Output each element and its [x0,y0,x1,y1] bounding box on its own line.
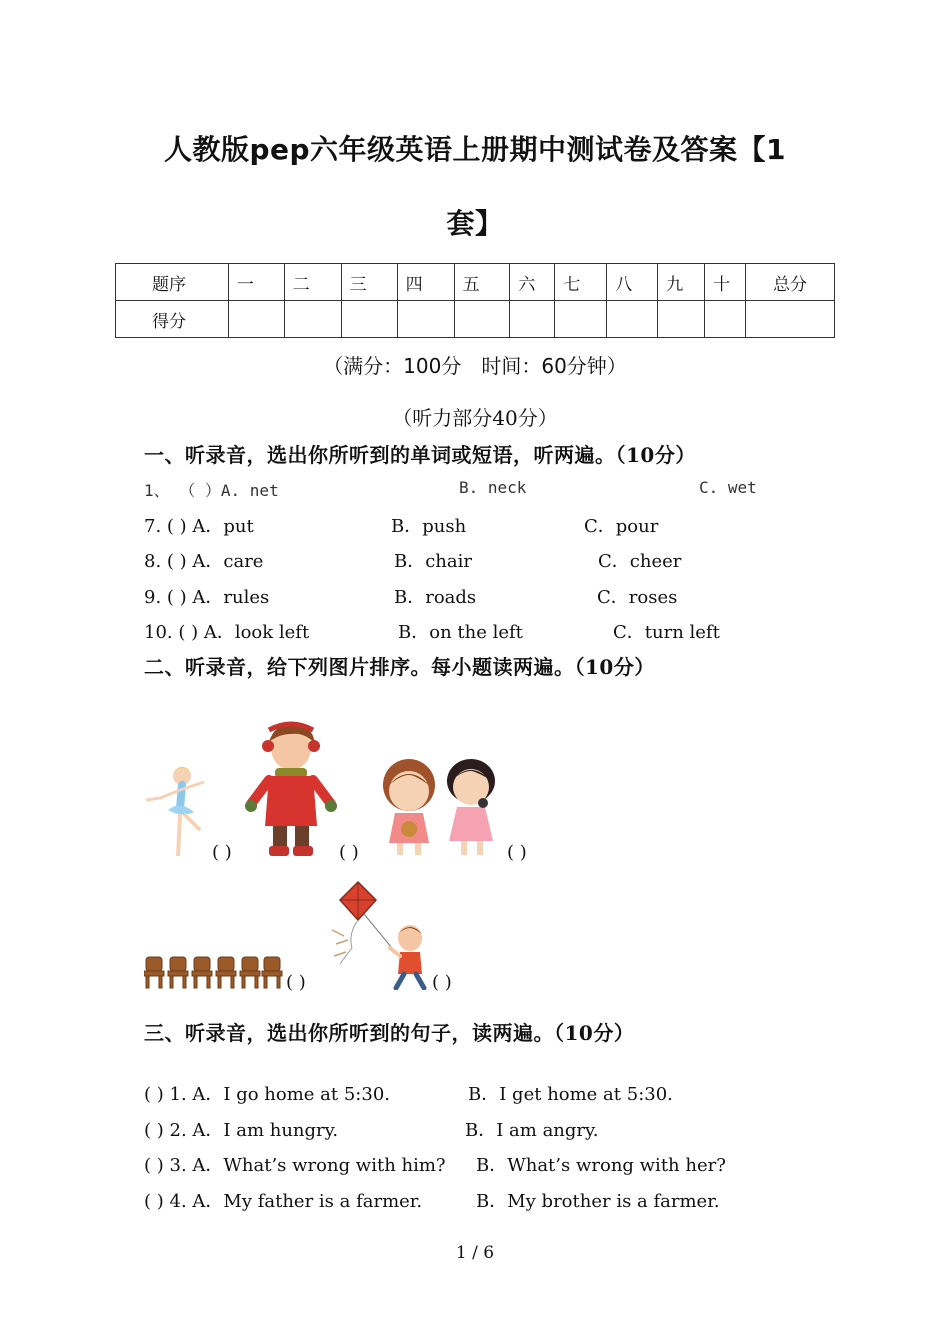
q10-option-a: 10. ( ) A．look left [144,622,310,643]
q8-option-c: C．cheer [598,551,682,572]
table-cell: 一 [228,264,284,301]
q10-option-c: C．turn left [613,622,720,643]
q9-option-b: B．roads [394,587,477,608]
listening-part-label: （听力部分40分） [392,406,558,430]
table-cell: 二 [284,264,341,301]
table-cell: 得分 [116,301,229,338]
table-cell: 十 [705,264,746,301]
page-title-line1: 人教版pep六年级英语上册期中测试卷及答案【1 [163,133,787,166]
table-cell: 七 [555,264,607,301]
score-cell[interactable] [397,301,454,338]
score-cell[interactable] [228,301,284,338]
s3-q1-option-a: ( ) 1. A．I go home at 5:30. [144,1084,390,1105]
q1-option-c: C. wet [699,478,757,497]
score-cell[interactable] [284,301,341,338]
score-cell[interactable] [746,301,835,338]
q7-option-c: C．pour [584,516,659,537]
boy-in-winter-coat-picture [245,720,337,860]
page-number: 1 / 6 [455,1243,495,1263]
score-cell[interactable] [341,301,397,338]
exam-info: （满分：100分 时间：60分钟） [323,354,627,378]
page-title-line2: 套】 [446,207,504,240]
q9-option-c: C．roses [597,587,678,608]
table-cell: 五 [454,264,510,301]
q1-option-b: B. neck [459,478,527,497]
section1-heading: 一、听录音，选出你所听到的单词或短语，听两遍。（10分） [144,443,696,467]
score-cell[interactable] [658,301,705,338]
table-cell: 题序 [116,264,229,301]
answer-blank[interactable]: ( ) [286,972,306,993]
score-cell[interactable] [705,301,746,338]
score-table-score-row [116,301,835,338]
q9-option-a: 9. ( ) A．rules [144,587,270,608]
q8-option-a: 8. ( ) A．care [144,551,264,572]
ballet-dancer-picture [140,760,210,860]
s3-q1-option-b: B．I get home at 5:30. [468,1084,673,1105]
table-cell: 三 [341,264,397,301]
q7-option-b: B．push [391,516,467,537]
s3-q2-option-a: ( ) 2. A．I am hungry. [144,1120,339,1141]
q10-option-b: B．on the left [398,622,523,643]
answer-blank[interactable]: ( ) [432,972,452,993]
s3-q3-option-b: B．What’s wrong with her? [476,1155,726,1176]
singing-girls-picture [375,755,505,860]
s3-q4-option-b: B．My brother is a farmer. [476,1191,720,1212]
s3-q2-option-b: B．I am angry. [465,1120,599,1141]
section3-heading: 三、听录音，选出你所听到的句子，读两遍。（10分） [144,1021,635,1045]
s3-q4-option-a: ( ) 4. A．My father is a farmer. [144,1191,423,1212]
score-table-header-row [116,264,835,301]
q7-option-a: 7. ( ) A．put [144,516,254,537]
q8-option-b: B．chair [394,551,472,572]
table-cell: 四 [397,264,454,301]
score-cell[interactable] [454,301,510,338]
table-cell: 八 [607,264,658,301]
table-cell: 九 [658,264,705,301]
boy-flying-kite-picture [322,878,432,990]
q1-option-a: 1、 （ ）A. net [144,481,279,500]
table-cell: 总分 [746,264,835,301]
s3-q3-option-a: ( ) 3. A．What’s wrong with him? [144,1155,446,1176]
section2-heading: 二、听录音，给下列图片排序。每小题读两遍。（10分） [144,655,655,679]
score-table [115,263,835,338]
answer-blank[interactable]: ( ) [212,842,232,863]
table-cell: 六 [510,264,555,301]
answer-blank[interactable]: ( ) [339,842,359,863]
score-cell[interactable] [607,301,658,338]
score-cell[interactable] [510,301,555,338]
answer-blank[interactable]: ( ) [507,842,527,863]
score-cell[interactable] [555,301,607,338]
row-of-chairs-picture [144,955,284,989]
